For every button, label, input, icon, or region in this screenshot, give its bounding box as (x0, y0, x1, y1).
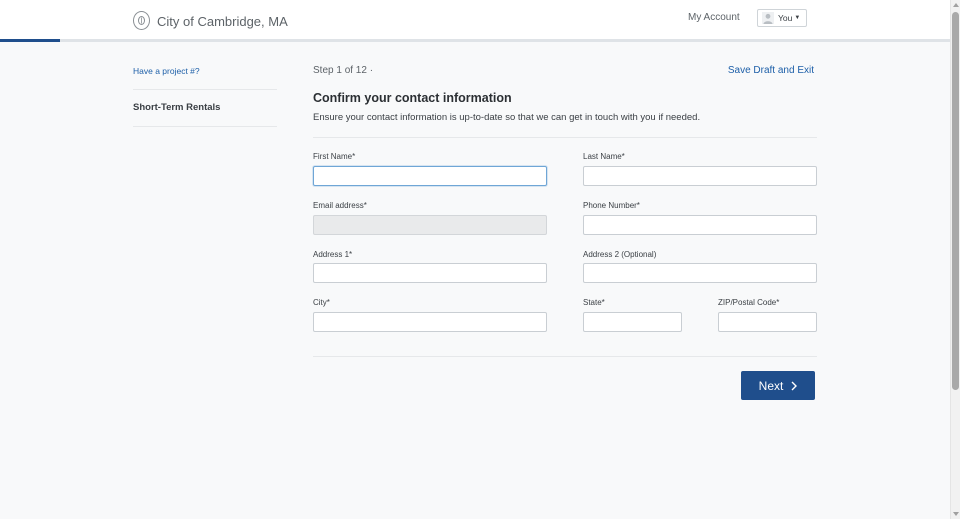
first-name-input[interactable] (313, 166, 547, 186)
have-project-link[interactable]: Have a project #? (133, 66, 200, 76)
state-input[interactable] (583, 312, 682, 332)
next-button-label: Next (758, 378, 784, 393)
form-divider-top (313, 137, 817, 138)
sidebar-divider (133, 89, 277, 90)
user-avatar-icon (762, 12, 774, 24)
sidebar-item-short-term-rentals[interactable]: Short-Term Rentals (133, 102, 221, 113)
scrollbar-thumb[interactable] (952, 12, 959, 390)
zip-input[interactable] (718, 312, 817, 332)
scroll-down-icon[interactable] (953, 512, 959, 516)
address1-label: Address 1* (313, 250, 353, 259)
city-input[interactable] (313, 312, 547, 332)
my-account-link[interactable]: My Account (688, 12, 740, 23)
page-subtitle: Ensure your contact information is up-to-date so that we can get in touch with you if needed. (313, 112, 701, 123)
save-draft-and-exit-link[interactable]: Save Draft and Exit (727, 65, 814, 76)
address2-input[interactable] (583, 263, 817, 283)
phone-input[interactable] (583, 215, 817, 235)
last-name-input[interactable] (583, 166, 817, 186)
page-title: Confirm your contact information (313, 91, 512, 105)
email-label: Email address* (313, 201, 367, 210)
city-label: City* (313, 298, 330, 307)
phone-label: Phone Number* (583, 201, 640, 210)
state-label: State* (583, 298, 605, 307)
first-name-label: First Name* (313, 152, 356, 161)
top-header (0, 0, 950, 42)
address1-input[interactable] (313, 263, 547, 283)
next-button[interactable] (741, 371, 815, 400)
page-scrollbar[interactable] (950, 0, 960, 519)
page-progress-indicator (0, 39, 60, 42)
chevron-right-icon (791, 381, 797, 391)
user-menu-label: You (778, 13, 793, 23)
caret-down-icon: ▼ (794, 15, 801, 21)
step-indicator: Step 1 of 12 · (313, 65, 374, 76)
scroll-up-icon[interactable] (953, 3, 959, 7)
zip-label: ZIP/Postal Code* (718, 298, 780, 307)
last-name-label: Last Name* (583, 152, 625, 161)
city-seal-icon[interactable] (133, 11, 150, 30)
email-input (313, 215, 547, 235)
user-menu-button[interactable] (757, 9, 807, 27)
org-name[interactable]: City of Cambridge, MA (157, 14, 288, 29)
address2-label: Address 2 (Optional) (583, 250, 657, 259)
form-divider-bottom (313, 356, 817, 357)
sidebar-divider (133, 126, 277, 127)
